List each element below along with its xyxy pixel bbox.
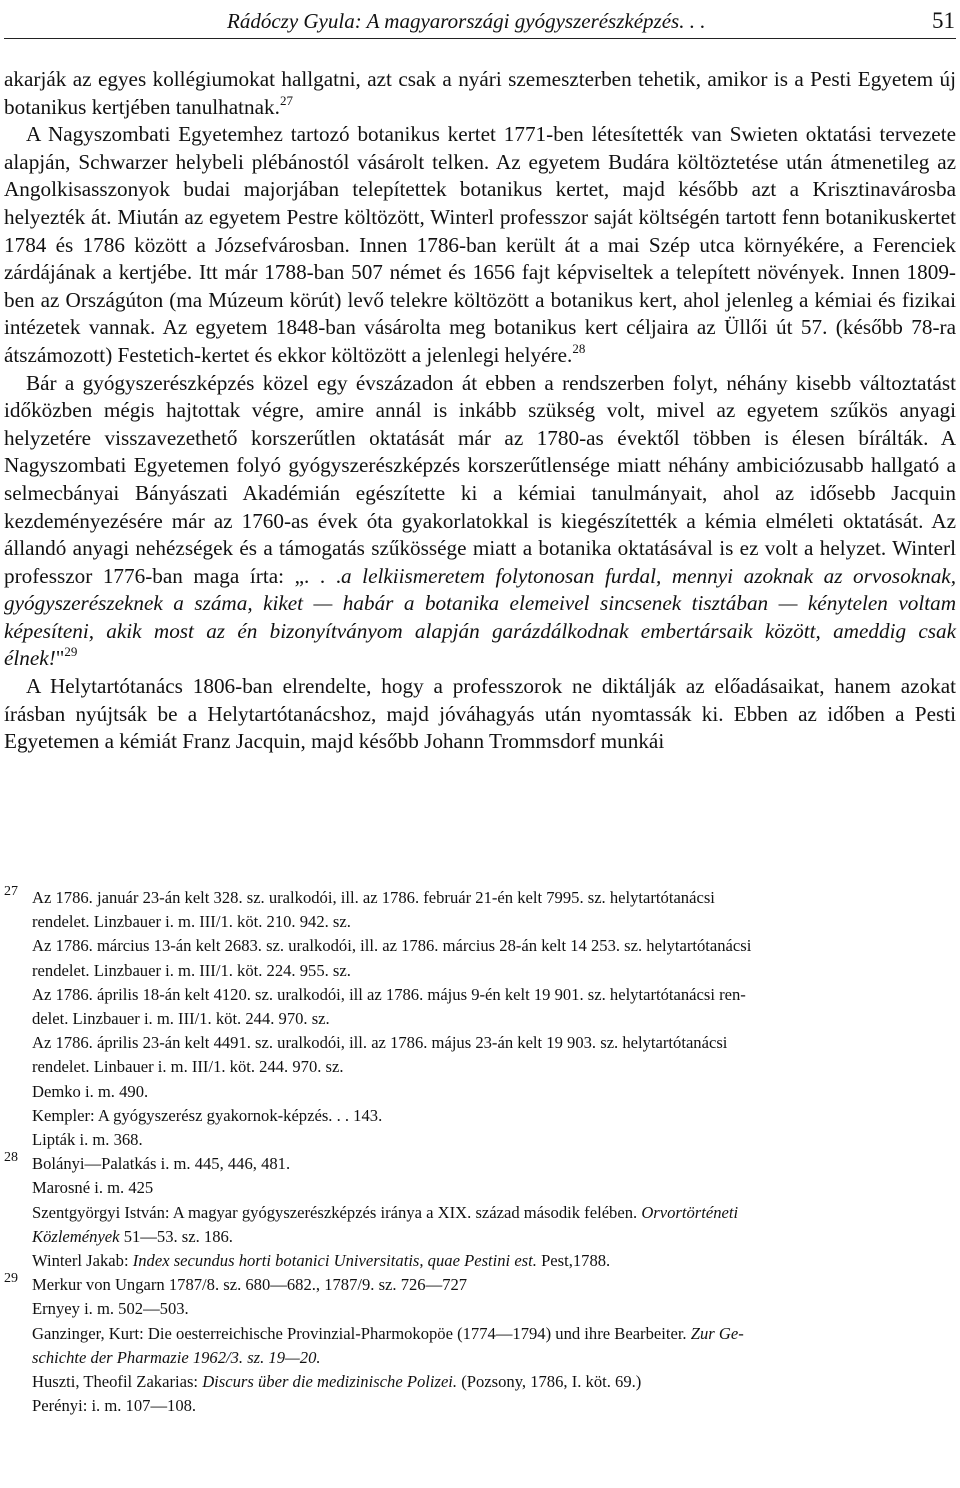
footnote-line: Perényi: i. m. 107—108.	[32, 1396, 197, 1416]
footnote-line: Az 1786. április 23-án kelt 4491. sz. uralkodói, ill. az 1786. május 23-án kelt 19 903. sz. helytartótanácsi	[32, 1033, 728, 1053]
footnote-line: Lipták i. m. 368.	[32, 1130, 143, 1150]
footnote-label-28: 28	[4, 1150, 18, 1166]
footnote-line: schichte der Pharmazie 1962/3. sz. 19—20.	[32, 1347, 321, 1367]
footnotes	[4, 886, 956, 1418]
footnote-line: Marosné i. m. 425	[32, 1178, 154, 1198]
footnote-ref-27[interactable]: 27	[279, 92, 293, 108]
footnote-line: rendelet. Linbauer i. m. III/1. köt. 244. 970. sz.	[32, 1057, 344, 1077]
footnote-line: Az 1786. március 13-án kelt 2683. sz. uralkodói, ill. az 1786. március 28-án kelt 14 253. sz. helytartótanácsi	[32, 936, 752, 956]
footnote-line: Közlemények 51—53. sz. 186.	[32, 1226, 233, 1246]
footnote-ref-28[interactable]: 28	[572, 340, 586, 356]
footnote-label-27: 27	[4, 884, 18, 899]
footnote-line: rendelet. Linzbauer i. m. III/1. köt. 210. 942. sz.	[32, 912, 351, 932]
footnote-label-29: 29	[4, 1271, 18, 1287]
footnote-line: Winterl Jakab: Index secundus horti botanici Universitatis, quae Pestini est. Pest,1788.	[32, 1251, 611, 1271]
footnote-28	[4, 1152, 956, 1273]
footnote-line: Kempler: A gyógyszerész gyakornok-képzés. . . 143.	[32, 1105, 383, 1125]
footnote-line: Merkur von Ungarn 1787/8. sz. 680—682., 1787/9. sz. 726—727	[32, 1275, 468, 1295]
footnote-line: delet. Linzbauer i. m. III/1. köt. 244. 970. sz.	[32, 1009, 330, 1029]
page-number: 51	[932, 8, 955, 33]
running-title: Rádóczy Gyula: A magyarországi gyógyszerészképzés. . .	[227, 9, 706, 33]
paragraph-3: Bár a gyógyszerészképzés közel egy évszázadon át ebben a rendszerben folyt, néhány kisebb változtatást időközben mégis hajtottak végre, amire annál is inkább szükség volt, mivel az egyetem szűkös anyagi helyzetére visszavezethető korszerűtlen oktatását már az 1780-as évektől többen is élesen bírálták. A Nagyszombati Egyetemen folyó gyógyszerészképzés korszerűtlensége miatt néhány ambiciózusabb hallgató a selmecbányai Bányászati Akadémián egészítette ki a kémiai tanulmányait, ahol az idősebb Jacquin kezdeményezésére már az 1760-as évek óta gyakorlatokkal is kiegészítették a kémia elméleti oktatását. Az állandó anyagi nehézségek és a támogatás szűkössége miatt a botanika oktatásával is ez volt a helyzet. Winterl professzor 1776-ban maga írta: „. . .a lelkiismeretem folytonosan furdal, mennyi azoknak az orvosoknak, gyógyszerészeknek a száma, kiket — habár a botanika elemeivel sincsenek tisztában — kénytelen voltam képesíteni, akik most az én bizonyítványom alapján garázdálkodnak embertársaik között, ameddig csak élnek!"$^{29}$	[4, 370, 956, 671]
footnote-line: Bolányi—Palatkás i. m. 445, 446, 481.	[32, 1154, 291, 1174]
header-rule	[4, 38, 956, 39]
footnote-line: Huszti, Theofil Zakarias: Discurs über die medizinische Polizei. (Pozsony, 1786, I. köt. 69.)	[32, 1372, 642, 1392]
footnote-line: Ganzinger, Kurt: Die oesterreichische Provinzial-Pharmokopöe (1774—1794) und ihre Bearbeiter. Zur Ge-	[32, 1323, 744, 1343]
footnote-ref-29[interactable]: 29	[64, 644, 78, 660]
main-text	[4, 66, 956, 756]
footnote-line: Az 1786. január 23-án kelt 328. sz. uralkodói, ill. az 1786. február 21-én kelt 7995. sz. helytartótanácsi	[32, 888, 715, 907]
footnote-29	[4, 1273, 956, 1418]
paragraph-2: A Nagyszombati Egyetemhez tartozó botanikus kertet 1771-ben létesítették van Swieten oktatási tervezete alapján, Schwarzer helybeli plébánostól vásárolt telken. Az egyetem Budára költöztetése után átmenetileg az Angolkisasszonyok budai majorjában telepítettek botanikus kertet, majd később azt a Krisztinavárosba helyezték át. Miután az egyetem Pestre költözött, Winterl professzor saját költségén tartott fenn botanikuskertet 1784 és 1786 között a Józsefvárosban. Innen 1786-ban került át a mai Szép utca környékére, a Ferenciek zárdájának a kertjébe. Itt már 1788-ban 507 német és 1656 fajt képviseltek a telepített növények. Innen 1809-ben az Országúton (ma Múzeum körút) levő telekre költözött a botanikus kert, ahol jelenleg a kémiai és fizikai intézetek vannak. Az egyetem 1848-ban vásárolta meg botanikus kert céljaira az Üllői út 57. (később 78-ra átszámozott) Festetich-kertet és ekkor költözött a jelenlegi helyére.$^{28}$	[4, 122, 956, 367]
paragraph-4: A Helytartótanács 1806-ban elrendelte, hogy a professzorok ne diktálják az előadásaikat, hanem azokat írásban nyújtsák be a Helytartótanácshoz, majd jóváhagyás után nyomtassák ki. Ebben az időben a Pesti Egyetemen a kémiát Franz Jacquin, majd később Johann Trommsdorf munkái	[4, 674, 956, 754]
winterl-quote: a lelkiismeretem folytonosan furdal, mennyi azoknak az orvosoknak, gyógyszerészeknek a száma, kiket — habár a botanika elemeivel sincsenek tisztában — kénytelen voltam képesíteni, akik most az én bizonyítványom alapján garázdálkodnak embertársaik között, ameddig csak élnek!	[4, 563, 956, 671]
running-header	[227, 6, 955, 42]
footnote-line: Szentgyörgyi István: A magyar gyógyszerészképzés iránya a XIX. század második felében. Orvortörténeti	[32, 1202, 739, 1222]
paragraph-1: akarják az egyes kollégiumokat hallgatni, azt csak a nyári szemeszterben tehetik, amikor is a Pesti Egyetem új botanikus kertjében tanulhatnak.$^{27}$	[4, 67, 956, 119]
footnote-line: Az 1786. április 18-án kelt 4120. sz. uralkodói, ill az 1786. május 9-én kelt 19 901. sz. helytartótanácsi ren-	[32, 984, 746, 1004]
footnote-27	[4, 886, 956, 1152]
footnote-line: Demko i. m. 490.	[32, 1081, 149, 1101]
footnote-line: Ernyey i. m. 502—503.	[32, 1299, 189, 1319]
footnote-line: rendelet. Linzbauer i. m. III/1. köt. 224. 955. sz.	[32, 960, 351, 980]
